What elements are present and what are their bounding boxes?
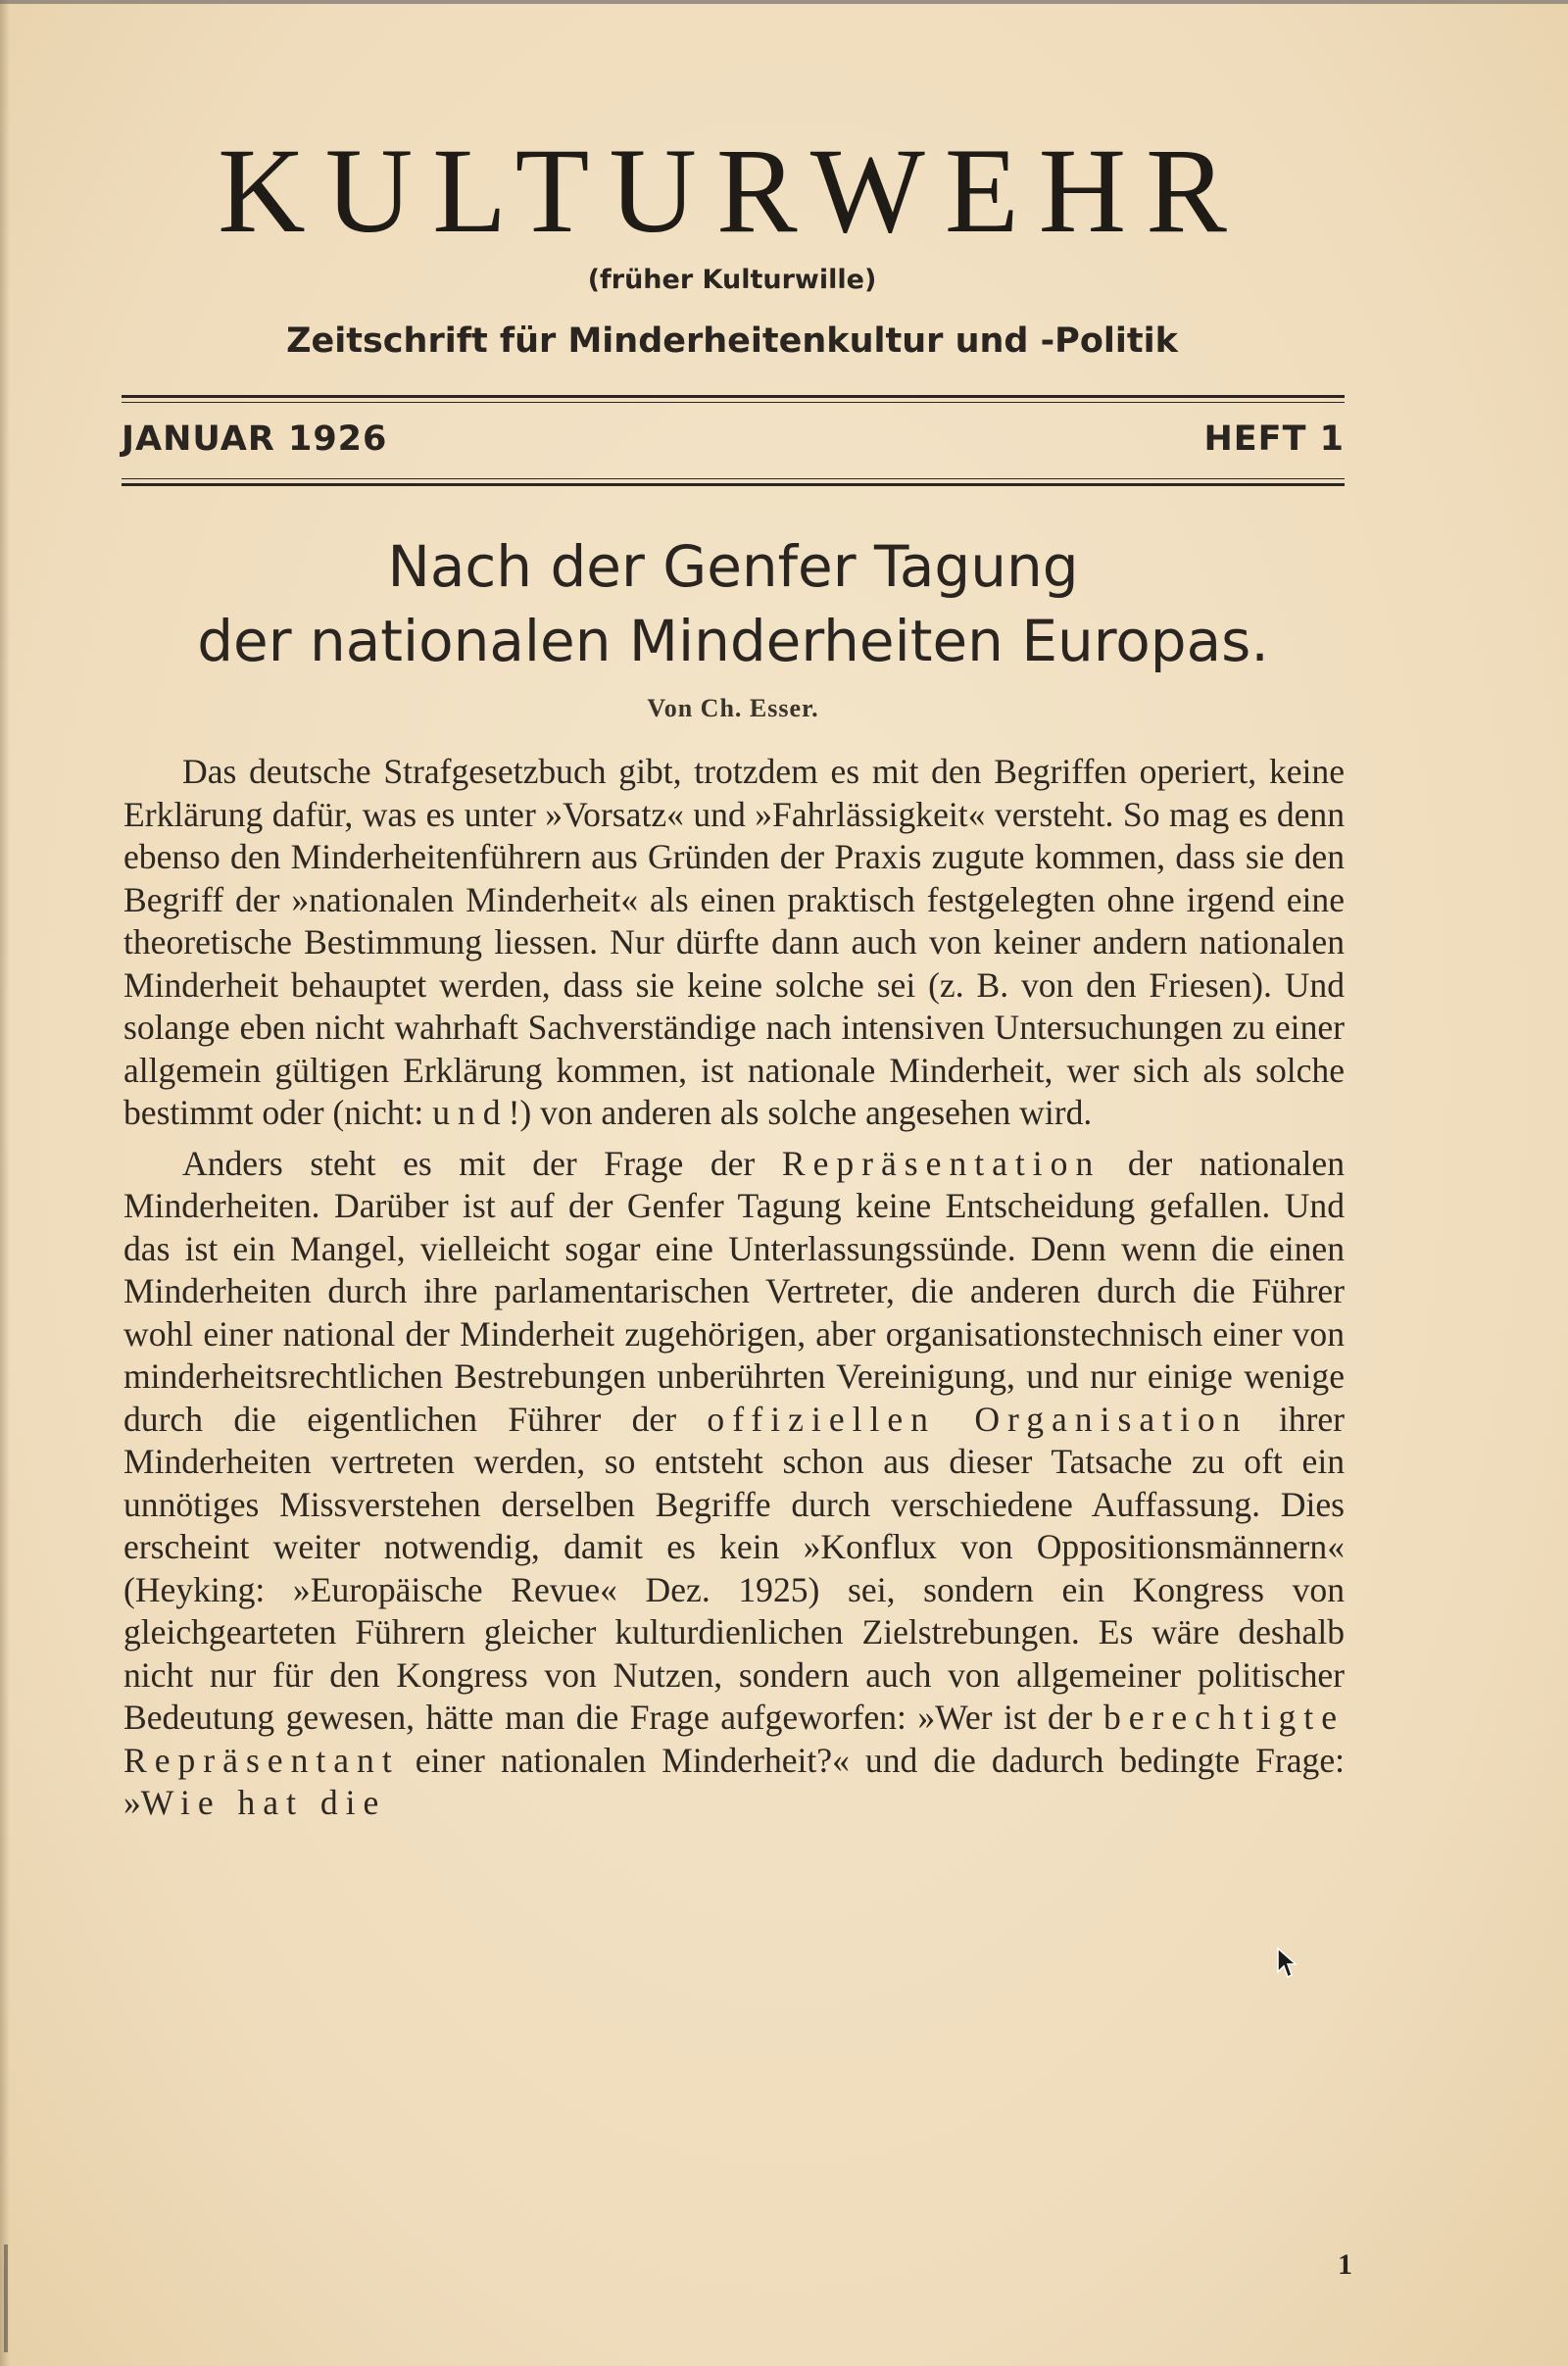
paragraph-1-text-a: Das deutsche Strafgesetzbuch gibt, trotzdem es mit den Begriffen operiert, keine Erklärung dafür, was es unter »Vorsatz« und »Fahrlässigkeit« versteht. So mag es denn ebenso den Minderheitenführern aus Gründen der Praxis zugute kommen, dass sie den Begriff der »nationalen Minderheit« als einen praktisch festgelegten ohne irgend eine theoretische Bestimmung liessen. Nur dürfte dann auch von keiner andern nationalen Minderheit behauptet werden, dass sie keine solche sei (z. B. von den Friesen). Und solange eben nicht wahrhaft Sachverständige nach intensiven Untersuchungen zu einer allgemein gültigen Erklärung kommen, ist nationale Minderheit, wer sich als solche bestimmt oder (nicht: bbox=[123, 752, 1345, 1132]
top-rule-thick bbox=[122, 395, 1345, 398]
paragraph-2-spaced-text-3: berechtigte Repräsentant bbox=[123, 1698, 1345, 1780]
mouse-cursor-icon bbox=[1276, 1947, 1301, 1980]
paragraph-1-spaced-text: und bbox=[432, 1093, 509, 1132]
paragraph-2-text-a: Anders steht es mit der Frage der bbox=[182, 1143, 782, 1183]
masthead-former-title: (früher Kulturwille) bbox=[587, 265, 877, 295]
issue-number: HEFT 1 bbox=[1203, 419, 1345, 459]
issue-date: JANUAR 1926 bbox=[122, 419, 388, 459]
paragraph-2-spaced-text-2: offiziellen Organisation bbox=[707, 1399, 1249, 1439]
paragraph-1 bbox=[123, 751, 1345, 1135]
article-byline: Von Ch. Esser. bbox=[647, 694, 819, 722]
page-top-edge bbox=[0, 0, 1568, 4]
bottom-rule-thin bbox=[122, 478, 1345, 479]
paragraph-2-text-e: ihrer Minderheiten vertreten werden, so entsteht schon aus dieser Tatsache zu oft ein unnötiges Missverstehen derselben Begriffe durch verschiedene Auffassung. Dies erscheint weiter notwendig, damit es kein »Konflux von Oppositionsmännern« (Heyking: »Europäische Revue« Dez. 1925) sei, sondern ein Kongress von gleichgearteten Führern gleicher kulturdienlichen Zielstrebungen. Es wäre deshalb nicht nur für den Kongress von Nutzen, sondern auch von allgemeiner politischer Bedeutung gewesen, hätte man die Frage aufgeworfen: »Wer ist der bbox=[123, 1399, 1345, 1737]
page-number: 1 bbox=[1338, 2248, 1352, 2281]
margin-mark bbox=[4, 2244, 8, 2352]
masthead-subtitle: Zeitschrift für Minderheitenkultur und -Politik bbox=[286, 321, 1178, 361]
article-title-line-2: der nationalen Minderheiten Europas. bbox=[197, 608, 1269, 674]
bottom-rule-thick bbox=[122, 483, 1345, 486]
article-body bbox=[123, 751, 1345, 1825]
paragraph-2-text-g: einer nationalen Minderheit?« und die dadurch bedingte Frage: » bbox=[123, 1740, 1345, 1822]
paragraph-1-text-c: !) von anderen als solche angesehen wird. bbox=[508, 1093, 1093, 1132]
paragraph-2-spaced-text-4: Wie hat die bbox=[140, 1783, 387, 1822]
page-left-shadow bbox=[0, 0, 10, 2366]
paragraph-2 bbox=[123, 1143, 1345, 1825]
paragraph-2-spaced-text-1: Repräsentation bbox=[781, 1143, 1102, 1183]
paragraph-2-text-c: der nationalen Minderheiten. Darüber ist auf der Genfer Tagung keine Entscheidung gefallen. Und das ist ein Mangel, vielleicht sogar eine Unterlassungssünde. Denn wenn die einen Minderheiten durch ihre parlamentarischen Vertreter, die anderen durch die Führer wohl einer national der Minderheit zugehörigen, aber organisationstechnisch einer von minderheitsrechtlichen Bestrebungen unberührten Vereinigung, und nur einige wenige durch die eigentlichen Führer der bbox=[123, 1143, 1346, 1439]
masthead-title: KULTURWEHR bbox=[218, 123, 1247, 258]
top-rule-thin bbox=[122, 402, 1345, 403]
article-title-line-1: Nach der Genfer Tagung bbox=[387, 533, 1079, 600]
issue-info-row bbox=[122, 419, 1345, 468]
article-title bbox=[122, 529, 1345, 678]
